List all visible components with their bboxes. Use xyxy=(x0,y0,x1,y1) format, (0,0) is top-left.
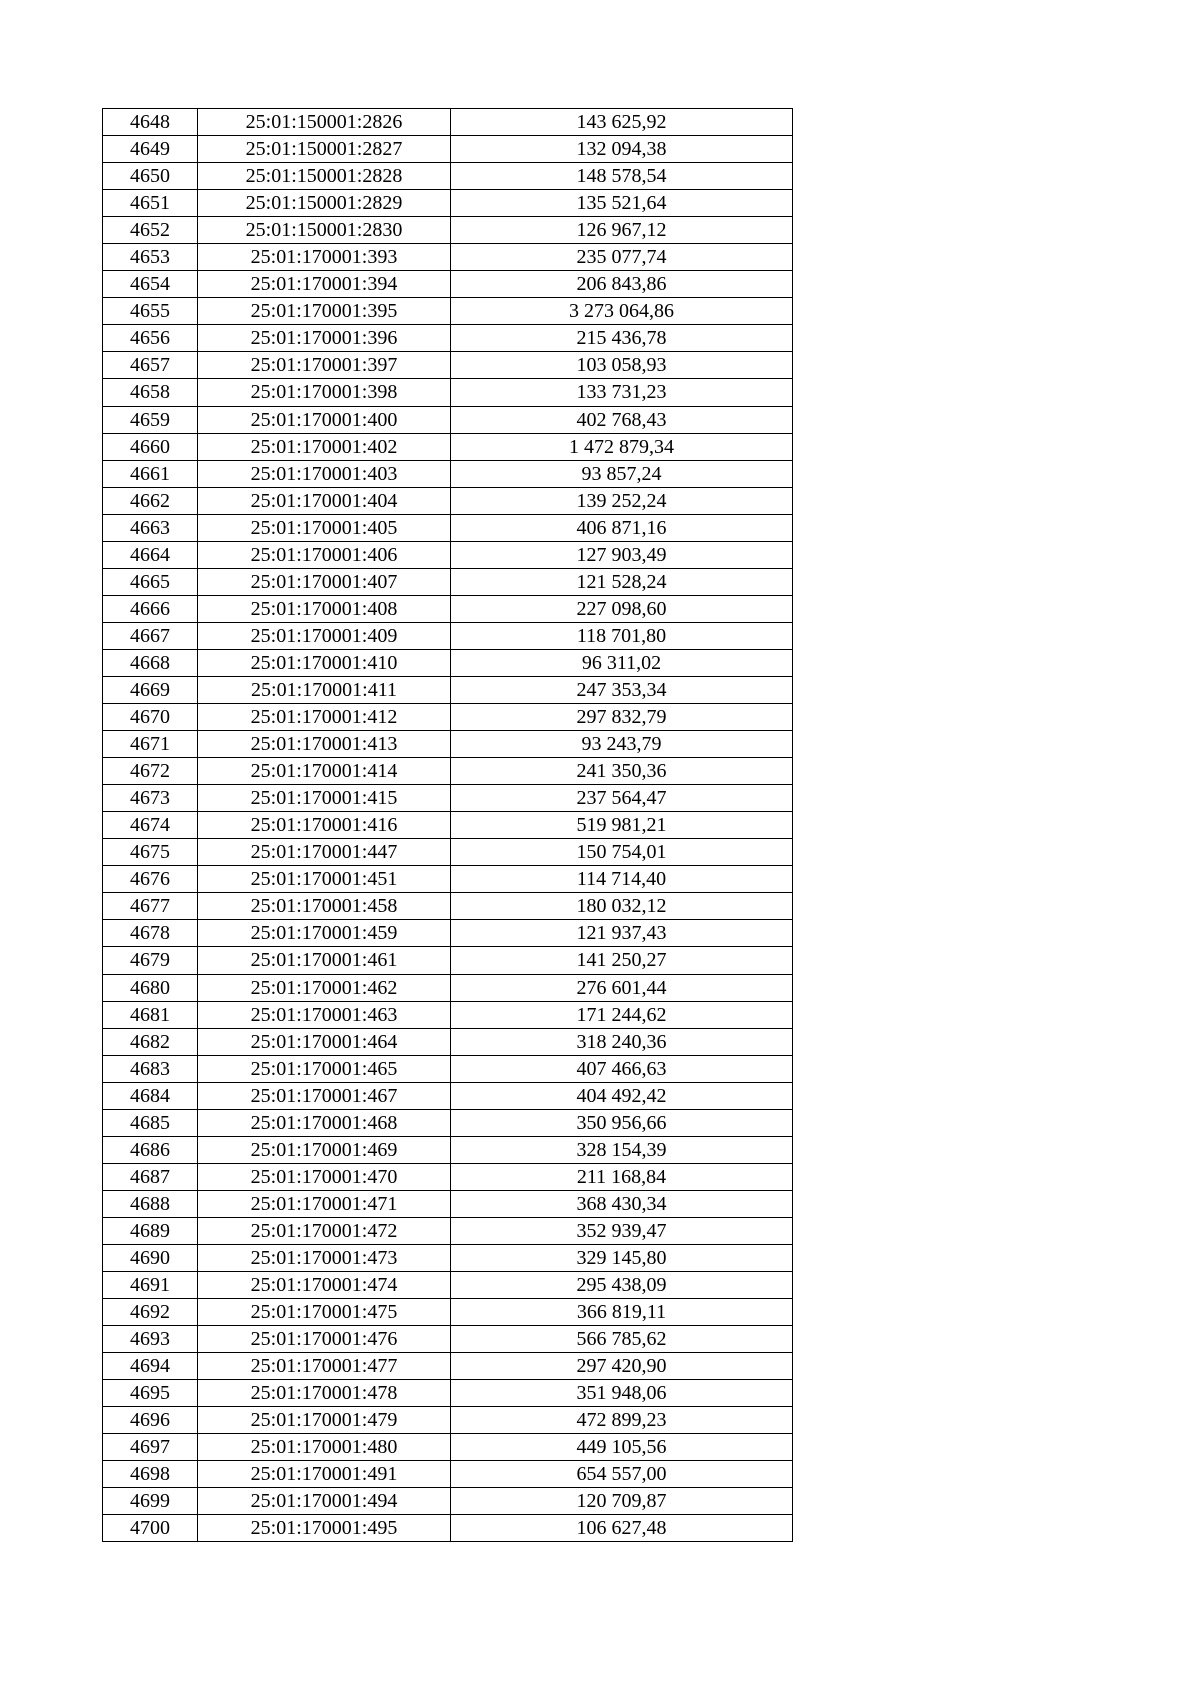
table-row xyxy=(103,1434,793,1461)
row-number-cell: 4695 xyxy=(103,1380,198,1407)
table-row xyxy=(103,1190,793,1217)
table-row xyxy=(103,1001,793,1028)
row-number-cell: 4684 xyxy=(103,1082,198,1109)
table-body xyxy=(103,109,793,1542)
cadastral-number-cell: 25:01:150001:2829 xyxy=(198,190,451,217)
table-row xyxy=(103,163,793,190)
table-row xyxy=(103,1353,793,1380)
cadastral-number-cell: 25:01:170001:494 xyxy=(198,1488,451,1515)
cadastral-number-cell: 25:01:170001:465 xyxy=(198,1055,451,1082)
cadastral-value-cell: 180 032,12 xyxy=(451,893,793,920)
cadastral-number-cell: 25:01:170001:467 xyxy=(198,1082,451,1109)
cadastral-value-cell: 141 250,27 xyxy=(451,947,793,974)
row-number-cell: 4650 xyxy=(103,163,198,190)
row-number-cell: 4679 xyxy=(103,947,198,974)
cadastral-number-cell: 25:01:170001:414 xyxy=(198,758,451,785)
row-number-cell: 4671 xyxy=(103,731,198,758)
table-row xyxy=(103,947,793,974)
cadastral-number-cell: 25:01:170001:404 xyxy=(198,487,451,514)
cadastral-number-cell: 25:01:170001:469 xyxy=(198,1136,451,1163)
cadastral-value-cell: 318 240,36 xyxy=(451,1028,793,1055)
cadastral-value-cell: 368 430,34 xyxy=(451,1190,793,1217)
cadastral-number-cell: 25:01:170001:411 xyxy=(198,676,451,703)
row-number-cell: 4697 xyxy=(103,1434,198,1461)
table-row xyxy=(103,352,793,379)
table-row xyxy=(103,217,793,244)
cadastral-number-cell: 25:01:170001:495 xyxy=(198,1515,451,1542)
cadastral-value-cell: 126 967,12 xyxy=(451,217,793,244)
table-row xyxy=(103,1082,793,1109)
cadastral-number-cell: 25:01:170001:405 xyxy=(198,514,451,541)
table-row xyxy=(103,514,793,541)
table-row xyxy=(103,1055,793,1082)
cadastral-value-cell: 135 521,64 xyxy=(451,190,793,217)
row-number-cell: 4658 xyxy=(103,379,198,406)
cadastral-value-cell: 96 311,02 xyxy=(451,649,793,676)
cadastral-value-cell: 297 420,90 xyxy=(451,1353,793,1380)
table-row xyxy=(103,1461,793,1488)
table-row xyxy=(103,920,793,947)
cadastral-value-cell: 350 956,66 xyxy=(451,1109,793,1136)
cadastral-number-cell: 25:01:170001:407 xyxy=(198,568,451,595)
table-row xyxy=(103,1407,793,1434)
row-number-cell: 4653 xyxy=(103,244,198,271)
table-row xyxy=(103,676,793,703)
table-row xyxy=(103,704,793,731)
table-row xyxy=(103,136,793,163)
cadastral-number-cell: 25:01:150001:2830 xyxy=(198,217,451,244)
table-row xyxy=(103,298,793,325)
cadastral-value-cell: 118 701,80 xyxy=(451,622,793,649)
cadastral-number-cell: 25:01:170001:412 xyxy=(198,704,451,731)
cadastral-number-cell: 25:01:170001:477 xyxy=(198,1353,451,1380)
cadastral-value-cell: 121 528,24 xyxy=(451,568,793,595)
row-number-cell: 4687 xyxy=(103,1163,198,1190)
cadastral-number-cell: 25:01:170001:398 xyxy=(198,379,451,406)
cadastral-value-cell: 329 145,80 xyxy=(451,1244,793,1271)
cadastral-number-cell: 25:01:170001:458 xyxy=(198,893,451,920)
cadastral-value-cell: 3 273 064,86 xyxy=(451,298,793,325)
row-number-cell: 4655 xyxy=(103,298,198,325)
cadastral-number-cell: 25:01:170001:480 xyxy=(198,1434,451,1461)
cadastral-number-cell: 25:01:170001:400 xyxy=(198,406,451,433)
row-number-cell: 4696 xyxy=(103,1407,198,1434)
row-number-cell: 4677 xyxy=(103,893,198,920)
table-row xyxy=(103,190,793,217)
cadastral-value-cell: 93 243,79 xyxy=(451,731,793,758)
table-row xyxy=(103,1299,793,1326)
cadastral-number-cell: 25:01:170001:413 xyxy=(198,731,451,758)
row-number-cell: 4676 xyxy=(103,866,198,893)
row-number-cell: 4660 xyxy=(103,433,198,460)
cadastral-value-cell: 121 937,43 xyxy=(451,920,793,947)
cadastral-value-cell: 366 819,11 xyxy=(451,1299,793,1326)
row-number-cell: 4656 xyxy=(103,325,198,352)
row-number-cell: 4689 xyxy=(103,1217,198,1244)
table-row xyxy=(103,406,793,433)
row-number-cell: 4683 xyxy=(103,1055,198,1082)
table-row xyxy=(103,109,793,136)
cadastral-value-cell: 120 709,87 xyxy=(451,1488,793,1515)
cadastral-value-cell: 404 492,42 xyxy=(451,1082,793,1109)
cadastral-number-cell: 25:01:170001:462 xyxy=(198,974,451,1001)
table-row xyxy=(103,460,793,487)
row-number-cell: 4673 xyxy=(103,785,198,812)
row-number-cell: 4680 xyxy=(103,974,198,1001)
cadastral-value-cell: 206 843,86 xyxy=(451,271,793,298)
table-row xyxy=(103,731,793,758)
table-row xyxy=(103,866,793,893)
row-number-cell: 4649 xyxy=(103,136,198,163)
cadastral-value-cell: 566 785,62 xyxy=(451,1326,793,1353)
table-row xyxy=(103,649,793,676)
row-number-cell: 4694 xyxy=(103,1353,198,1380)
table-row xyxy=(103,1272,793,1299)
table-row xyxy=(103,1244,793,1271)
row-number-cell: 4685 xyxy=(103,1109,198,1136)
row-number-cell: 4661 xyxy=(103,460,198,487)
cadastral-value-cell: 402 768,43 xyxy=(451,406,793,433)
table-row xyxy=(103,487,793,514)
cadastral-number-cell: 25:01:170001:471 xyxy=(198,1190,451,1217)
cadastral-value-cell: 247 353,34 xyxy=(451,676,793,703)
cadastral-value-cell: 133 731,23 xyxy=(451,379,793,406)
table-row xyxy=(103,541,793,568)
cadastral-number-cell: 25:01:170001:472 xyxy=(198,1217,451,1244)
cadastral-value-cell: 406 871,16 xyxy=(451,514,793,541)
cadastral-number-cell: 25:01:170001:463 xyxy=(198,1001,451,1028)
cadastre-value-table xyxy=(102,108,793,1542)
table-row xyxy=(103,1515,793,1542)
row-number-cell: 4657 xyxy=(103,352,198,379)
row-number-cell: 4651 xyxy=(103,190,198,217)
cadastral-value-cell: 241 350,36 xyxy=(451,758,793,785)
cadastral-value-cell: 352 939,47 xyxy=(451,1217,793,1244)
cadastral-number-cell: 25:01:170001:468 xyxy=(198,1109,451,1136)
table-row xyxy=(103,271,793,298)
table-row xyxy=(103,974,793,1001)
cadastral-value-cell: 106 627,48 xyxy=(451,1515,793,1542)
cadastral-number-cell: 25:01:170001:394 xyxy=(198,271,451,298)
row-number-cell: 4654 xyxy=(103,271,198,298)
row-number-cell: 4652 xyxy=(103,217,198,244)
row-number-cell: 4667 xyxy=(103,622,198,649)
cadastral-number-cell: 25:01:170001:397 xyxy=(198,352,451,379)
row-number-cell: 4681 xyxy=(103,1001,198,1028)
row-number-cell: 4665 xyxy=(103,568,198,595)
cadastral-value-cell: 148 578,54 xyxy=(451,163,793,190)
cadastral-number-cell: 25:01:170001:403 xyxy=(198,460,451,487)
row-number-cell: 4699 xyxy=(103,1488,198,1515)
cadastral-value-cell: 103 058,93 xyxy=(451,352,793,379)
row-number-cell: 4669 xyxy=(103,676,198,703)
cadastral-value-cell: 150 754,01 xyxy=(451,839,793,866)
cadastral-number-cell: 25:01:150001:2826 xyxy=(198,109,451,136)
table-row xyxy=(103,325,793,352)
cadastral-value-cell: 449 105,56 xyxy=(451,1434,793,1461)
cadastral-value-cell: 295 438,09 xyxy=(451,1272,793,1299)
table-row xyxy=(103,812,793,839)
cadastral-value-cell: 654 557,00 xyxy=(451,1461,793,1488)
table-row xyxy=(103,785,793,812)
row-number-cell: 4686 xyxy=(103,1136,198,1163)
cadastral-value-cell: 227 098,60 xyxy=(451,595,793,622)
row-number-cell: 4659 xyxy=(103,406,198,433)
row-number-cell: 4700 xyxy=(103,1515,198,1542)
cadastral-value-cell: 297 832,79 xyxy=(451,704,793,731)
cadastral-value-cell: 237 564,47 xyxy=(451,785,793,812)
cadastral-number-cell: 25:01:170001:475 xyxy=(198,1299,451,1326)
cadastral-number-cell: 25:01:170001:402 xyxy=(198,433,451,460)
table-row xyxy=(103,379,793,406)
row-number-cell: 4666 xyxy=(103,595,198,622)
row-number-cell: 4690 xyxy=(103,1244,198,1271)
cadastral-number-cell: 25:01:170001:396 xyxy=(198,325,451,352)
cadastral-number-cell: 25:01:170001:459 xyxy=(198,920,451,947)
table-row xyxy=(103,1488,793,1515)
table-row xyxy=(103,758,793,785)
row-number-cell: 4675 xyxy=(103,839,198,866)
cadastral-value-cell: 235 077,74 xyxy=(451,244,793,271)
cadastral-number-cell: 25:01:170001:393 xyxy=(198,244,451,271)
row-number-cell: 4672 xyxy=(103,758,198,785)
cadastral-value-cell: 139 252,24 xyxy=(451,487,793,514)
cadastral-number-cell: 25:01:170001:410 xyxy=(198,649,451,676)
row-number-cell: 4693 xyxy=(103,1326,198,1353)
row-number-cell: 4668 xyxy=(103,649,198,676)
cadastral-value-cell: 276 601,44 xyxy=(451,974,793,1001)
cadastral-number-cell: 25:01:150001:2827 xyxy=(198,136,451,163)
row-number-cell: 4698 xyxy=(103,1461,198,1488)
table-row xyxy=(103,1380,793,1407)
cadastral-value-cell: 472 899,23 xyxy=(451,1407,793,1434)
table-row xyxy=(103,1217,793,1244)
cadastral-value-cell: 519 981,21 xyxy=(451,812,793,839)
row-number-cell: 4648 xyxy=(103,109,198,136)
cadastral-value-cell: 1 472 879,34 xyxy=(451,433,793,460)
cadastral-number-cell: 25:01:170001:408 xyxy=(198,595,451,622)
cadastral-number-cell: 25:01:170001:476 xyxy=(198,1326,451,1353)
cadastral-number-cell: 25:01:170001:478 xyxy=(198,1380,451,1407)
table-row xyxy=(103,568,793,595)
cadastral-number-cell: 25:01:170001:395 xyxy=(198,298,451,325)
cadastral-value-cell: 351 948,06 xyxy=(451,1380,793,1407)
cadastral-number-cell: 25:01:170001:464 xyxy=(198,1028,451,1055)
table-row xyxy=(103,1326,793,1353)
cadastral-value-cell: 127 903,49 xyxy=(451,541,793,568)
table-row xyxy=(103,244,793,271)
cadastral-value-cell: 171 244,62 xyxy=(451,1001,793,1028)
table-row xyxy=(103,1109,793,1136)
cadastral-value-cell: 132 094,38 xyxy=(451,136,793,163)
table-row xyxy=(103,622,793,649)
row-number-cell: 4674 xyxy=(103,812,198,839)
cadastral-number-cell: 25:01:170001:447 xyxy=(198,839,451,866)
row-number-cell: 4688 xyxy=(103,1190,198,1217)
cadastral-value-cell: 143 625,92 xyxy=(451,109,793,136)
cadastral-number-cell: 25:01:170001:474 xyxy=(198,1272,451,1299)
cadastral-value-cell: 328 154,39 xyxy=(451,1136,793,1163)
cadastral-number-cell: 25:01:170001:479 xyxy=(198,1407,451,1434)
cadastral-number-cell: 25:01:170001:491 xyxy=(198,1461,451,1488)
cadastral-value-cell: 407 466,63 xyxy=(451,1055,793,1082)
cadastral-number-cell: 25:01:170001:406 xyxy=(198,541,451,568)
cadastral-value-cell: 93 857,24 xyxy=(451,460,793,487)
row-number-cell: 4692 xyxy=(103,1299,198,1326)
cadastral-number-cell: 25:01:170001:473 xyxy=(198,1244,451,1271)
row-number-cell: 4663 xyxy=(103,514,198,541)
cadastral-number-cell: 25:01:170001:409 xyxy=(198,622,451,649)
cadastral-number-cell: 25:01:170001:415 xyxy=(198,785,451,812)
cadastral-number-cell: 25:01:170001:470 xyxy=(198,1163,451,1190)
cadastral-value-cell: 215 436,78 xyxy=(451,325,793,352)
row-number-cell: 4670 xyxy=(103,704,198,731)
table-row xyxy=(103,433,793,460)
cadastral-number-cell: 25:01:170001:416 xyxy=(198,812,451,839)
table-row xyxy=(103,1163,793,1190)
cadastral-value-cell: 211 168,84 xyxy=(451,1163,793,1190)
row-number-cell: 4662 xyxy=(103,487,198,514)
cadastral-number-cell: 25:01:170001:461 xyxy=(198,947,451,974)
row-number-cell: 4678 xyxy=(103,920,198,947)
cadastral-value-cell: 114 714,40 xyxy=(451,866,793,893)
cadastral-number-cell: 25:01:170001:451 xyxy=(198,866,451,893)
row-number-cell: 4664 xyxy=(103,541,198,568)
table-row xyxy=(103,893,793,920)
table-row xyxy=(103,839,793,866)
cadastral-number-cell: 25:01:150001:2828 xyxy=(198,163,451,190)
table-row xyxy=(103,595,793,622)
row-number-cell: 4691 xyxy=(103,1272,198,1299)
row-number-cell: 4682 xyxy=(103,1028,198,1055)
table-row xyxy=(103,1136,793,1163)
table-row xyxy=(103,1028,793,1055)
